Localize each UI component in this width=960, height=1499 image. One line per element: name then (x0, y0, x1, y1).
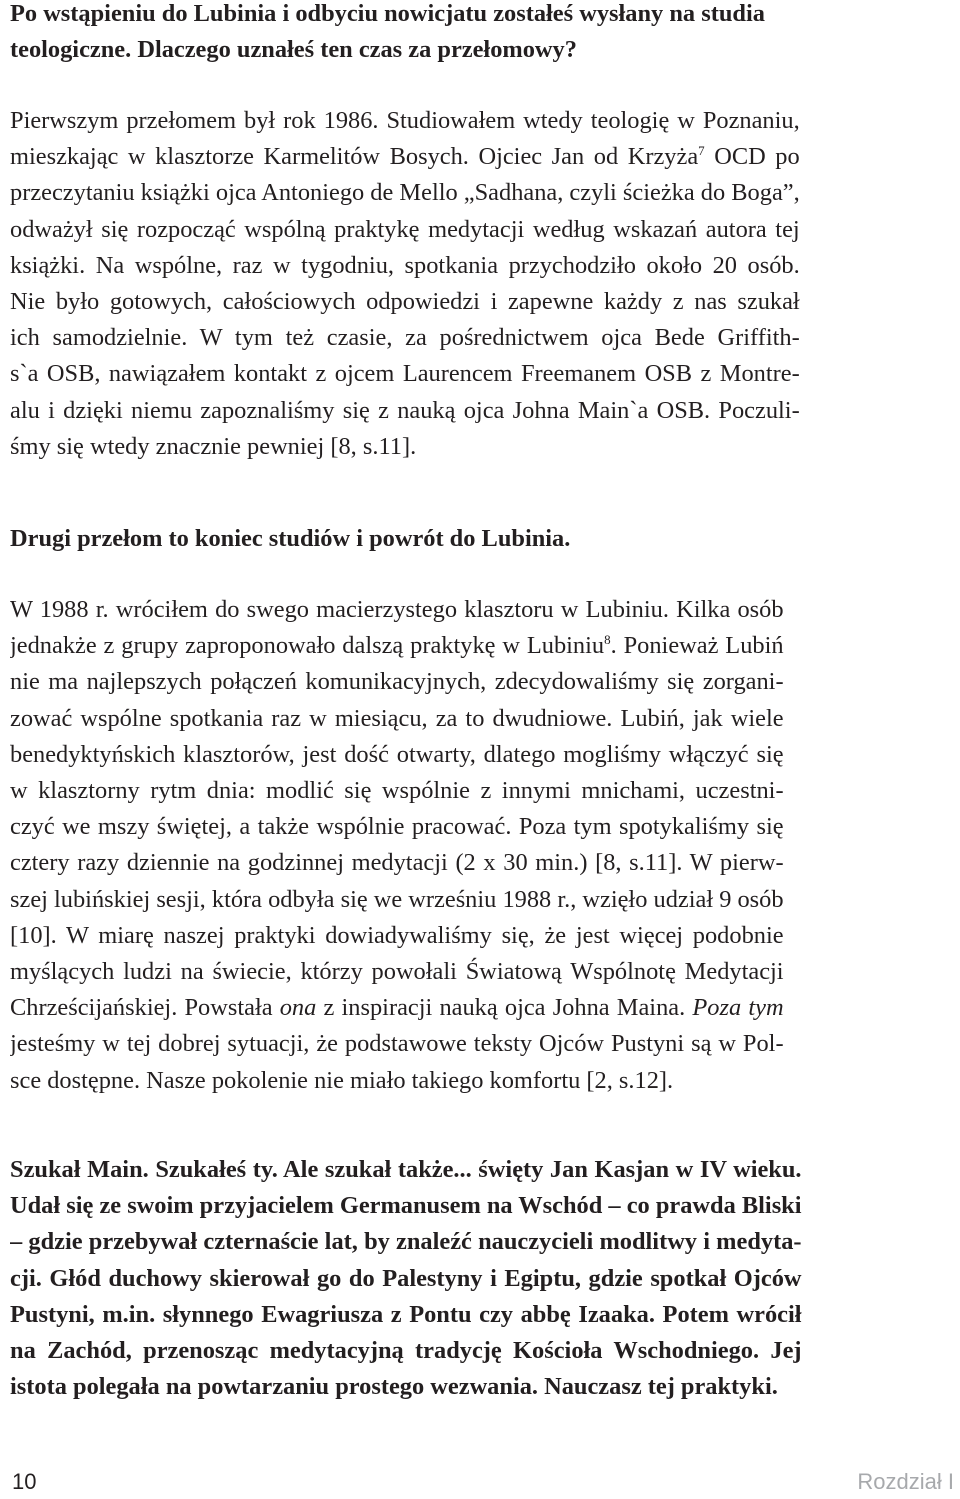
text-line: w klasztorny rytm dnia: modlić się wspólnie z innymi mnichami, uczestni- (10, 777, 784, 805)
answer-2 (10, 592, 784, 1099)
text-line: myślących ludzi na świecie, którzy powołali Światową Wspólnotę Medytacji (10, 958, 784, 986)
text-line: Udał się ze swoim przyjacielem Germanusem na Wschód – co prawda Bliski (10, 1192, 802, 1220)
text-line: książki. Na wspólne, raz w tygodniu, spotkania przychodziło około 20 osób. (10, 251, 800, 279)
footnote-marker-8[interactable]: 8 (604, 632, 611, 648)
text-line: Drugi przełom to koniec studiów i powrót do Lubinia. (10, 525, 571, 552)
page-number: 10 (12, 1469, 37, 1494)
text-line: szej lubińskiej sesji, która odbyła się we wrześniu 1988 r., wzięło udział 9 osób (10, 885, 784, 913)
text-line: na Zachód, przenosząc medytacyjną tradycję Kościoła Wschodniego. Jej (10, 1337, 802, 1365)
footnote-marker-7[interactable]: 7 (698, 143, 705, 159)
text-line: sce dostępne. Nasze pokolenie nie miało takiego komfortu [2, s.12]. (10, 1066, 674, 1094)
text-line: s`a OSB, nawiązałem kontakt z ojcem Laurencem Freemanem OSB z Montre- (10, 360, 800, 388)
text-line: cji. Głód duchowy skierował go do Palestyny i Egiptu, gdzie spotkał Ojców (10, 1264, 802, 1292)
chapter-label: Rozdział I (857, 1469, 954, 1494)
question-3 (10, 1152, 802, 1405)
question-2 (10, 521, 570, 557)
text-line: cztery razy dziennie na godzinnej medytacji (2 x 30 min.) [8, s.11]. W pierw- (10, 849, 784, 877)
text-segment: jednakże z grupy zaproponowało dalszą praktykę w Lubiniu (10, 632, 605, 660)
answer-1 (10, 103, 800, 465)
text-line: [10]. W miarę naszej praktyki dowiadywaliśmy się, że jest więcej podobnie (10, 921, 784, 949)
text-line: istota polegała na powtarzaniu prostego wezwania. Nauczasz tej praktyki. (10, 1373, 778, 1401)
question-1 (10, 0, 765, 68)
text-line: czyć we mszy świętej, a także wspólnie pracować. Poza tym spotykaliśmy się (10, 813, 784, 841)
text-line: jesteśmy w tej dobrej sytuacji, że podstawowe teksty Ojców Pustyni są w Pol- (10, 1030, 784, 1058)
text-line: nie ma najlepszych połączeń komunikacyjnych, zdecydowaliśmy się zorgani- (10, 668, 784, 696)
text-segment: Chrześcijańskiej. Powstała (10, 994, 280, 1022)
text-line: Szukał Main. Szukałeś ty. Ale szukał także... święty Jan Kasjan w IV wieku. (10, 1156, 802, 1183)
text-segment: OCD po (704, 143, 800, 171)
text-segment: z inspiracji nauką ojca Johna Maina. (316, 994, 693, 1022)
text-line: Pierwszym przełomem był rok 1986. Studiowałem wtedy teologię w Poznaniu, (10, 107, 800, 134)
text-line: przeczytaniu książki ojca Antoniego de Mello „Sadhana, czyli ścieżka do Boga”, (10, 179, 800, 207)
text-line: alu i dzięki niemu zapoznaliśmy się z nauką ojca Johna Main`a OSB. Poczuli- (10, 396, 800, 424)
italic-segment: Poza tym (692, 994, 784, 1022)
text-segment: mieszkając w klasztorze Karmelitów Bosych. Ojciec Jan od Krzyża (10, 143, 699, 171)
text-line: Nie było gotowych, całościowych odpowiedzi i zapewne każdy z nas szukał (10, 288, 800, 316)
text-line: śmy się wtedy znacznie pewniej [8, s.11]. (10, 432, 417, 460)
text-line (10, 139, 800, 175)
text-line: – gdzie przebywał czternaście lat, by znaleźć nauczycieli modlitwy i medyta- (10, 1228, 802, 1256)
text-line (10, 628, 784, 664)
text-line: Pustyni, m.in. słynnego Ewagriusza z Pontu czy abbę Izaaka. Potem wrócił (10, 1300, 802, 1328)
text-line: benedyktyńskich klasztorów, jest dość otwarty, dlatego mogliśmy włączyć się (10, 740, 784, 768)
italic-segment: ona (279, 994, 317, 1022)
text-line: odważył się rozpocząć wspólną praktykę medytacji według wskazań autora tej (10, 215, 800, 243)
text-line: ich samodzielnie. W tym też czasie, za pośrednictwem ojca Bede Griffith- (10, 324, 800, 352)
text-line: W 1988 r. wróciłem do swego macierzystego klasztoru w Lubiniu. Kilka osób (10, 596, 784, 623)
text-line (10, 990, 784, 1026)
text-line: Po wstąpieniu do Lubinia i odbyciu nowicjatu zostałeś wysłany na studia (10, 0, 765, 27)
text-segment: . Ponieważ Lubiń (610, 632, 784, 660)
text-line: teologiczne. Dlaczego uznałeś ten czas za przełomowy? (10, 36, 577, 64)
page-footer (0, 1465, 960, 1499)
text-line: zować wspólne spotkania raz w miesiącu, za to dwudniowe. Lubiń, jak wiele (10, 704, 784, 732)
